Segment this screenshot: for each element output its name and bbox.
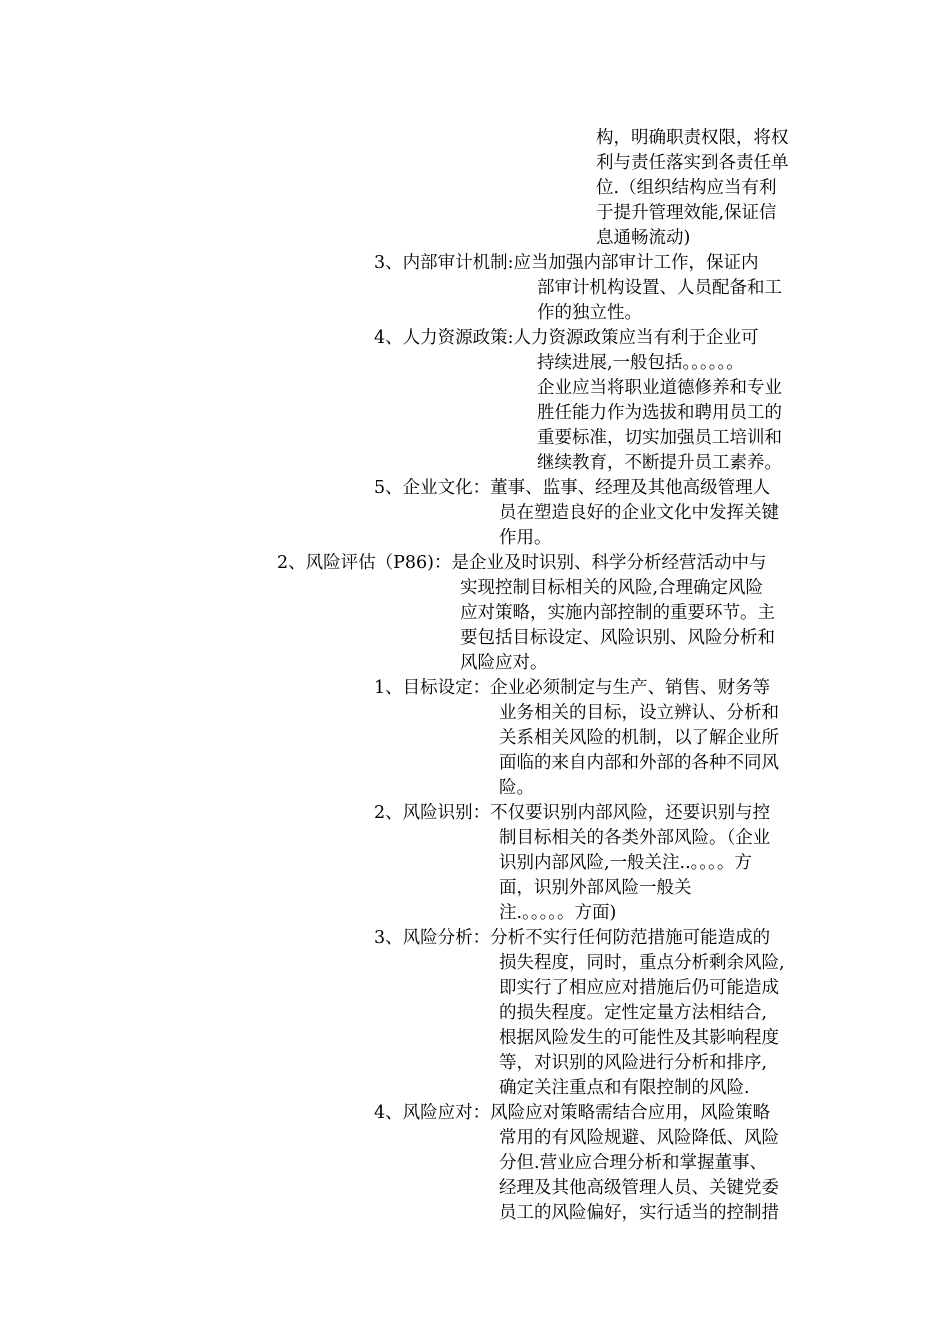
text-line: 要包括目标设定、风险识别、风险分析和: [460, 628, 775, 648]
text-line: 根据风险发生的可能性及其影响程度: [499, 1028, 779, 1048]
text-line: 经理及其他高级管理人员、关键党委: [499, 1178, 779, 1198]
text-line: 4、风险应对：风险应对策略需结合应用，风险策略: [374, 1103, 771, 1123]
text-line: 重要标准，切实加强员工培训和: [537, 428, 782, 448]
text-line: 常用的有风险规避、风险降低、风险: [499, 1128, 779, 1148]
text-line: 4、人力资源政策:人力资源政策应当有利于企业可: [374, 328, 759, 348]
text-line: 持续进展,一般包括。。。。。。: [537, 353, 744, 373]
text-line: 继续教育，不断提升员工素养。: [537, 453, 782, 473]
text-line: 关系相关风险的机制，以了解企业所: [499, 728, 779, 748]
text-line: 损失程度，同时，重点分析剩余风险,: [499, 953, 785, 973]
text-line: 胜任能力作为选拔和聘用员工的: [537, 403, 782, 423]
text-line: 应对策略，实施内部控制的重要环节。主: [460, 603, 775, 623]
text-line: 险。: [499, 778, 534, 798]
text-line: 等，对识别的风险进行分析和排序,: [499, 1053, 768, 1073]
text-line: 面临的来自内部和外部的各种不同风: [499, 753, 779, 773]
text-line: 1、目标设定：企业必须制定与生产、销售、财务等: [374, 678, 771, 698]
text-line: 位.（组织结构应当有利: [596, 178, 777, 198]
text-line: 的损失程度。定性定量方法相结合,: [499, 1003, 768, 1023]
text-line: 作的独立性。: [537, 303, 642, 323]
text-line: 确定关注重点和有限控制的风险.: [499, 1078, 750, 1098]
text-line: 3、风险分析：分析不实行任何防范措施可能造成的: [374, 928, 771, 948]
text-line: 识别内部风险,一般关注..。。。。方: [499, 853, 752, 873]
text-line: 利与责任落实到各责任单: [596, 153, 789, 173]
text-line: 面，识别外部风险一般关: [499, 878, 692, 898]
text-line: 风险应对。: [460, 653, 548, 673]
text-line: 实现控制目标相关的风险,合理确定风险: [460, 578, 764, 598]
text-line: 业务相关的目标，设立辨认、分析和: [499, 703, 779, 723]
text-line: 2、风险识别：不仅要识别内部风险，还要识别与控: [374, 803, 771, 823]
text-line: 构，明确职责权限，将权: [596, 128, 789, 148]
text-line: 5、企业文化：董事、监事、经理及其他高级管理人: [374, 478, 771, 498]
text-line: 制目标相关的各类外部风险。（企业: [499, 828, 771, 848]
text-line: 于提升管理效能,保证信: [596, 203, 777, 223]
text-line: 分但.营业应合理分析和掌握董事、: [499, 1153, 768, 1173]
text-line: 3、内部审计机制:应当加强内部审计工作，保证内: [374, 253, 759, 273]
text-line: 2、风险评估（P86)：是企业及时识别、科学分析经营活动中与: [277, 553, 767, 573]
text-line: 注.。。。。。方面): [499, 903, 617, 923]
text-line: 息通畅流动): [596, 228, 691, 248]
text-line: 作用。: [499, 528, 552, 548]
text-line: 即实行了相应应对措施后仍可能造成: [499, 978, 779, 998]
text-line: 企业应当将职业道德修养和专业: [537, 378, 782, 398]
text-line: 部审计机构设置、人员配备和工: [537, 278, 782, 298]
text-line: 员工的风险偏好，实行适当的控制措: [499, 1203, 779, 1223]
text-line: 员在塑造良好的企业文化中发挥关键: [499, 503, 779, 523]
